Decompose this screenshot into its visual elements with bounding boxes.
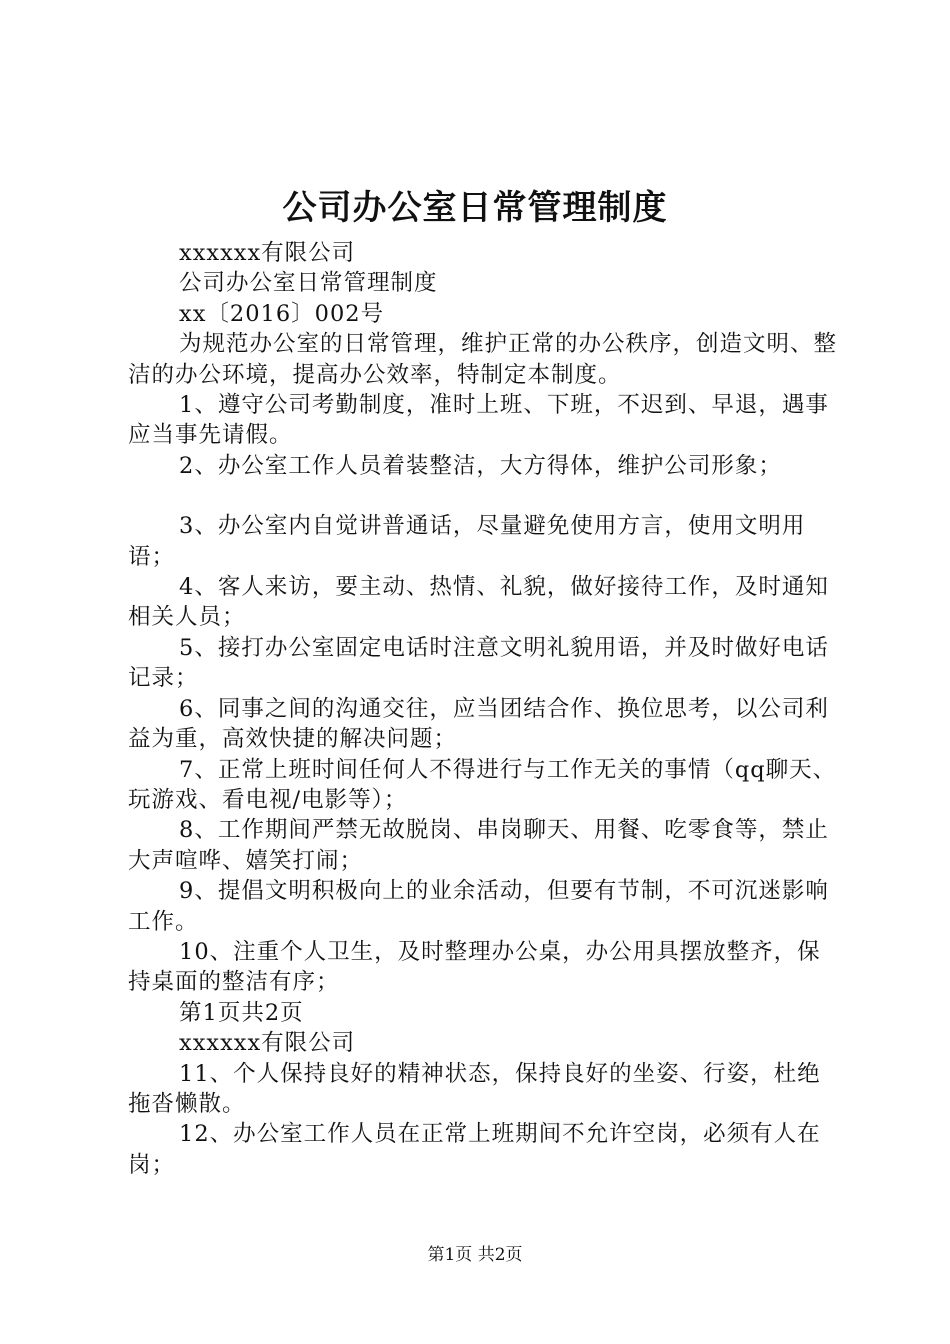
rule-8: 8、工作期间严禁无故脱岗、串岗聊天、用餐、吃零食等，禁止大声喧哗、嬉笑打闹；	[128, 817, 829, 874]
rule-11: 11、个人保持良好的精神状态，保持良好的坐姿、行姿，杜绝拖沓懒散。	[128, 1060, 821, 1117]
rule-5: 5、接打办公室固定电话时注意文明礼貌用语，并及时做好电话记录；	[128, 634, 829, 692]
rule-6: 6、同事之间的沟通交往，应当团结合作、换位思考，以公司利益为重，高效快捷的解决问题；	[128, 695, 829, 753]
rule-10: 10、注重个人卫生，及时整理办公桌，办公用具摆放整齐，保持桌面的整洁有序；	[128, 938, 821, 996]
rule-2: 2、办公室工作人员着装整洁，大方得体，维护公司形象；	[179, 452, 782, 479]
rule-1: 1、遵守公司考勤制度，准时上班、下班，不迟到、早退，遇事应当事先请假。	[128, 392, 829, 449]
company-name: xxxxxx有限公司	[179, 240, 356, 266]
blank-line	[128, 481, 843, 511]
document-body	[128, 238, 843, 1180]
company-name-repeat: xxxxxx有限公司	[179, 1030, 356, 1057]
rule-4: 4、客人来访，要主动、热情、礼貌，做好接待工作，及时通知相关人员；	[128, 574, 829, 631]
rule-3: 3、办公室内自觉讲普通话，尽量避免使用方言，使用文明用语；	[128, 513, 806, 570]
document-subtitle: 公司办公室日常管理制度	[179, 270, 438, 297]
inline-page-marker: 第1页共2页	[179, 999, 304, 1026]
document-number: xx〔2016〕002号	[179, 300, 385, 327]
intro-paragraph: 为规范办公室的日常管理，维护正常的办公秩序，创造文明、整洁的办公环境，提高办公效率，特制定本制度。	[128, 331, 838, 388]
rule-9: 9、提倡文明积极向上的业余活动，但要有节制，不可沉迷影响工作。	[128, 878, 829, 935]
page-footer: 第1页 共2页	[427, 1245, 523, 1265]
document-title: 公司办公室日常管理制度	[282, 188, 668, 228]
rule-12: 12、办公室工作人员在正常上班期间不允许空岗，必须有人在岗；	[128, 1121, 821, 1178]
rule-7: 7、正常上班时间任何人不得进行与工作无关的事情（qq聊天、玩游戏、看电视/电影等）；	[128, 756, 837, 813]
